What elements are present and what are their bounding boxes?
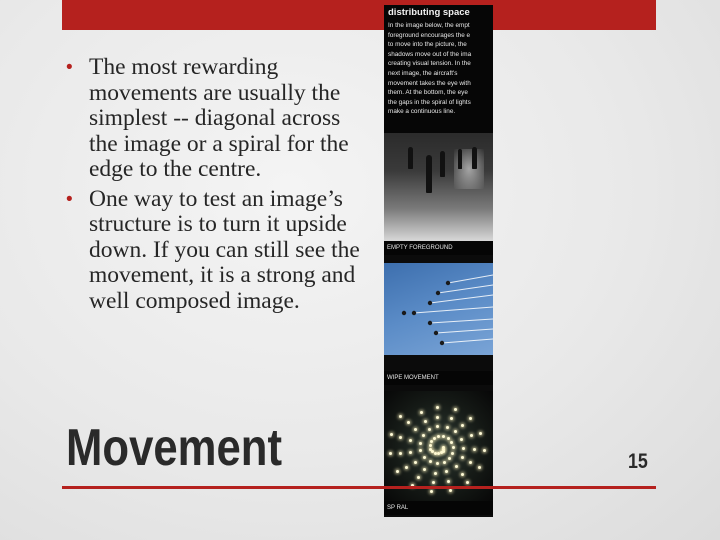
light-bulb — [460, 438, 463, 441]
light-bulb — [409, 451, 412, 454]
page-number: 15 — [628, 450, 648, 473]
spiral-lights-photo — [384, 391, 493, 501]
strip-body-line: shadows move out of the ima — [388, 50, 472, 58]
light-bulb — [419, 442, 422, 445]
light-bulb — [461, 456, 464, 459]
light-bulb — [396, 470, 399, 473]
strip-body-text — [388, 21, 492, 117]
strip-body-line: the gaps in the spiral of lights — [388, 98, 471, 106]
bullet-list — [66, 55, 366, 318]
aircraft-icon — [428, 301, 432, 305]
street-photo — [384, 133, 493, 241]
light-bulb — [423, 456, 426, 459]
contrail — [414, 307, 493, 313]
light-bulb — [436, 462, 439, 465]
light-bulb — [420, 411, 423, 414]
contrail — [430, 319, 493, 323]
light-bulb — [414, 428, 417, 431]
light-bulb — [473, 448, 476, 451]
light-bulb — [436, 425, 439, 428]
bullet-dot-icon: • — [66, 188, 73, 210]
bullet-item — [66, 187, 366, 315]
bullet-text: The most rewarding movements are usually the simplest -- diagonal across the image or a spiral for the edge to the centre. — [89, 54, 349, 182]
light-bulb — [429, 444, 432, 447]
light-bulb — [407, 421, 410, 424]
light-bulb — [462, 447, 465, 450]
strip-body-line: In the image below, the empt — [388, 22, 470, 29]
light-bulb — [432, 481, 435, 484]
caption-empty-foreground: EMPTY FOREGROUND — [384, 241, 493, 255]
aircraft-icon — [446, 281, 450, 285]
light-bulb — [399, 452, 402, 455]
picture-strip — [384, 5, 493, 517]
aircraft-icon — [436, 291, 440, 295]
pedestrian-figure — [440, 151, 445, 177]
strip-body-line: next image, the aircraft's — [388, 69, 458, 77]
aircraft-formation-graphic — [384, 263, 493, 355]
light-bulb — [430, 440, 433, 443]
light-bulb — [423, 468, 426, 471]
light-bulb — [450, 441, 453, 444]
light-bulb — [437, 452, 440, 455]
light-bulb — [455, 465, 458, 468]
light-bulb — [450, 417, 453, 420]
light-bulb — [452, 446, 455, 449]
aircraft-icon — [402, 311, 406, 315]
light-bulb — [469, 417, 472, 420]
strip-body-line: creating visual tension. In the — [388, 60, 471, 68]
light-bulb — [390, 433, 393, 436]
light-bulb — [445, 470, 448, 473]
strip-body-line: foreground encourages the e — [388, 31, 471, 39]
pedestrian-figure — [472, 147, 477, 169]
light-bulb — [428, 428, 431, 431]
aircraft-icon — [434, 331, 438, 335]
light-bulb — [440, 451, 443, 454]
aircraft-icon — [440, 341, 444, 345]
bullet-dot-icon: • — [66, 57, 73, 78]
light-bulb — [469, 461, 472, 464]
strip-body-line: them. At the bottom, the eye — [388, 89, 468, 97]
top-accent-bar — [62, 0, 656, 30]
strip-body-line: make a continuous line. — [388, 108, 456, 116]
light-bulb — [399, 436, 402, 439]
aircraft-photo — [384, 263, 493, 355]
pedestrian-figure — [408, 147, 413, 169]
contrail — [442, 339, 493, 343]
title-underline — [62, 486, 656, 489]
light-bulb — [446, 426, 449, 429]
aircraft-icon — [412, 311, 416, 315]
light-bulb — [434, 472, 437, 475]
strip-body-line: movement takes the eye with — [388, 79, 471, 87]
light-bulb — [389, 452, 392, 455]
aircraft-icon — [428, 321, 432, 325]
light-bulb — [442, 435, 445, 438]
light-bulb — [447, 437, 450, 440]
bullet-text: One way to test an image’s structure is to turn it upside down. If you can still see the movement, it is a strong and well composed image. — [89, 185, 360, 314]
light-bulb — [443, 461, 446, 464]
caption-wipe-movement: WIPE MOVEMENT — [384, 371, 493, 385]
light-bulb — [447, 480, 450, 483]
light-bulb — [417, 476, 420, 479]
light-bulb — [436, 406, 439, 409]
light-bulb — [409, 439, 412, 442]
light-bulb — [461, 473, 464, 476]
bullet-item — [66, 55, 366, 183]
light-bulb — [436, 416, 439, 419]
light-bulb — [461, 424, 464, 427]
light-bulb — [437, 435, 440, 438]
contrail — [436, 329, 493, 333]
contrail — [448, 275, 493, 283]
pedestrian-figure — [458, 149, 462, 169]
contrail — [438, 285, 493, 293]
light-bulb — [414, 461, 417, 464]
light-bulb — [451, 452, 454, 455]
contrail — [430, 295, 493, 303]
light-bulb — [454, 430, 457, 433]
pedestrian-figure — [426, 155, 432, 193]
light-bulb — [399, 415, 402, 418]
light-bulb — [454, 408, 457, 411]
light-bulb — [433, 437, 436, 440]
strip-body-line: to move into the picture, the — [388, 41, 467, 49]
light-bulb — [478, 466, 481, 469]
caption-spiral: SP RAL — [384, 501, 493, 515]
light-bulb — [429, 460, 432, 463]
strip-text-panel — [384, 5, 493, 133]
light-bulb — [448, 457, 451, 460]
light-bulb — [449, 489, 452, 492]
strip-heading: distributing space — [388, 7, 470, 18]
light-bulb — [424, 420, 427, 423]
light-bulb — [430, 490, 433, 493]
light-bulb — [470, 434, 473, 437]
light-bulb — [422, 434, 425, 437]
light-bulb — [419, 449, 422, 452]
light-bulb — [479, 432, 482, 435]
light-bulb — [483, 449, 486, 452]
slide-title: Movement — [66, 419, 283, 477]
light-bulb — [405, 466, 408, 469]
light-bulb — [466, 481, 469, 484]
